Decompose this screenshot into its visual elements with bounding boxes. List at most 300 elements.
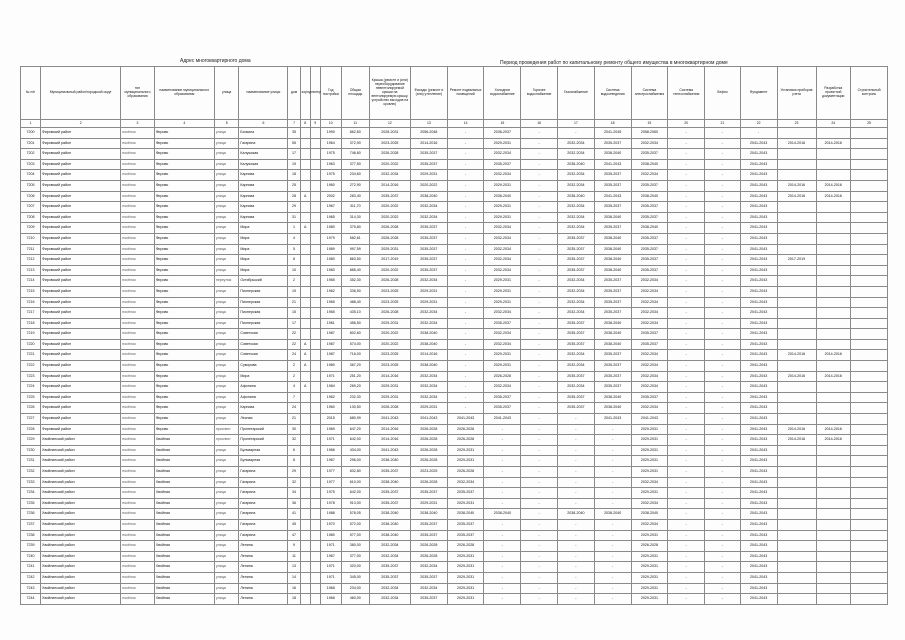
table-cell	[300, 308, 310, 319]
table-cell: Фирово	[154, 128, 214, 139]
table-cell: 2035-2037	[410, 488, 447, 499]
table-cell: 7215	[21, 286, 41, 297]
table-cell: 31	[288, 212, 300, 223]
table-cell: -	[521, 329, 558, 340]
table-cell: 2035-2037	[558, 318, 595, 329]
table-cell: -	[705, 244, 741, 255]
table-row	[21, 414, 888, 425]
table-row	[21, 223, 888, 234]
table-cell: -	[594, 488, 631, 499]
table-cell	[777, 202, 816, 213]
table-cell	[310, 551, 320, 562]
table-cell: 2032-2034	[369, 551, 410, 562]
column-number-3: 3	[121, 120, 154, 128]
table-cell: 16	[288, 583, 300, 594]
table-cell: 1979	[320, 233, 341, 244]
table-cell: 2038-2040	[594, 244, 631, 255]
table-cell: 7205	[21, 180, 41, 191]
column-number-19: 19	[631, 120, 668, 128]
table-cell: -	[558, 467, 595, 478]
table-cell: 716,00	[341, 350, 369, 361]
table-cell: -	[521, 308, 558, 319]
table-cell: 5	[288, 244, 300, 255]
table-cell: 2035-2037	[594, 361, 631, 372]
table-cell: 2029-2031	[484, 138, 521, 149]
table-cell	[777, 541, 816, 552]
table-cell: Фирово	[154, 297, 214, 308]
table-cell: -	[668, 488, 705, 499]
column-header-8: корпус	[300, 67, 310, 120]
table-cell: 2035-2037	[631, 255, 668, 266]
table-cell: 2041-2043	[740, 212, 777, 223]
table-cell: 2041-2043	[740, 488, 777, 499]
table-cell: Хвойная	[154, 583, 214, 594]
table-cell: 2035-2037	[631, 329, 668, 340]
table-cell: Фирово	[154, 424, 214, 435]
table-cell: 2041-2043	[740, 202, 777, 213]
table-cell	[300, 509, 310, 520]
table-cell: 1964	[320, 138, 341, 149]
table-cell: 2026-2028	[369, 276, 410, 287]
table-cell: 488,40	[341, 297, 369, 308]
table-cell	[310, 329, 320, 340]
table-cell	[816, 318, 851, 329]
table-cell: -	[521, 297, 558, 308]
column-number-4: 4	[154, 120, 214, 128]
table-cell	[310, 594, 320, 605]
table-cell: -	[447, 276, 484, 287]
table-cell: 2041-2043	[740, 180, 777, 191]
table-cell: улица	[214, 339, 239, 350]
table-cell: улица	[214, 371, 239, 382]
table-cell: 2038-2040	[410, 191, 447, 202]
table-cell: -	[484, 477, 521, 488]
table-cell	[851, 467, 888, 478]
table-cell: 55	[288, 138, 300, 149]
table-cell	[300, 594, 310, 605]
table-cell: -	[521, 456, 558, 467]
table-cell: -	[668, 308, 705, 319]
table-cell: Фировский район	[41, 414, 121, 425]
table-cell: 2032-2034	[631, 308, 668, 319]
table-cell: -	[521, 276, 558, 287]
table-cell	[816, 265, 851, 276]
table-cell: Хвойная	[154, 530, 214, 541]
table-cell: 2041-2043	[740, 138, 777, 149]
table-cell: 2038-2040	[369, 456, 410, 467]
table-cell: Советская	[239, 350, 288, 361]
table-cell: Гагарина	[239, 509, 288, 520]
table-cell: улица	[214, 159, 239, 170]
table-cell: улица	[214, 361, 239, 372]
table-cell: Хвойнинский район	[41, 541, 121, 552]
table-cell: -	[705, 286, 741, 297]
table-cell: Карпова	[239, 212, 288, 223]
table-cell: 2029-2031	[631, 467, 668, 478]
table-cell	[851, 170, 888, 181]
table-cell: 47	[288, 530, 300, 541]
table-cell	[816, 297, 851, 308]
table-cell	[300, 329, 310, 340]
table-cell: улица	[214, 572, 239, 583]
table-cell: 2041-2043	[740, 467, 777, 478]
table-cell: улица	[214, 318, 239, 329]
table-cell: -	[558, 519, 595, 530]
table-cell: 2014-2016	[369, 424, 410, 435]
table-row	[21, 467, 888, 478]
table-cell: 1987	[320, 329, 341, 340]
table-cell: улица	[214, 456, 239, 467]
table-cell: -	[447, 265, 484, 276]
table-cell: -	[668, 382, 705, 393]
table-cell: 34	[288, 488, 300, 499]
table-row	[21, 202, 888, 213]
table-cell	[310, 286, 320, 297]
table-cell: 2041-2043	[410, 414, 447, 425]
table-cell	[310, 541, 320, 552]
table-cell: 30	[288, 424, 300, 435]
table-cell: посёлок	[121, 128, 154, 139]
table-cell: -	[447, 329, 484, 340]
table-cell: 610,00	[341, 477, 369, 488]
table-cell: 28	[288, 191, 300, 202]
table-cell: 2041-2045	[594, 128, 631, 139]
table-cell: 2020-2022	[369, 159, 410, 170]
table-cell: 2035-2037	[369, 191, 410, 202]
table-cell: -	[447, 403, 484, 414]
table-cell: -	[668, 583, 705, 594]
table-cell: 2014-2016	[816, 350, 851, 361]
table-cell: -	[705, 435, 741, 446]
table-cell: 2035-2037	[410, 572, 447, 583]
table-cell: 2014-2016	[369, 180, 410, 191]
table-cell: 578,05	[341, 509, 369, 520]
table-cell: 2032-2034	[484, 223, 521, 234]
table-cell: Фировский район	[41, 318, 121, 329]
column-header-17: Газоснабжение	[558, 67, 595, 120]
table-cell: 2026-2028	[447, 435, 484, 446]
table-cell: -	[521, 361, 558, 372]
table-cell: посёлок	[121, 424, 154, 435]
table-cell: 2032-2034	[558, 350, 595, 361]
table-cell: 2035-2037	[594, 223, 631, 234]
table-row	[21, 594, 888, 605]
column-header-5: улица	[214, 67, 239, 120]
table-cell: -	[521, 594, 558, 605]
table-row	[21, 477, 888, 488]
table-cell: 2041-2043	[740, 445, 777, 456]
table-cell: 7237	[21, 519, 41, 530]
table-cell: 1970	[320, 519, 341, 530]
table-cell	[777, 223, 816, 234]
table-cell: 2032-2034	[484, 149, 521, 160]
table-cell	[310, 244, 320, 255]
table-cell	[777, 572, 816, 583]
table-cell: -	[447, 371, 484, 382]
table-cell: 7226	[21, 403, 41, 414]
table-cell: 2041-2043	[369, 414, 410, 425]
table-cell	[300, 212, 310, 223]
table-cell	[851, 477, 888, 488]
table-cell: 2029-2031	[631, 530, 668, 541]
table-cell: 2023-2025	[369, 361, 410, 372]
table-cell: Ленина	[239, 583, 288, 594]
table-cell: -	[484, 519, 521, 530]
table-cell: 1960	[320, 403, 341, 414]
table-cell: 2035-2037	[594, 308, 631, 319]
table-cell: -	[668, 244, 705, 255]
table-cell: 7227	[21, 414, 41, 425]
column-number-16: 16	[521, 120, 558, 128]
table-row	[21, 159, 888, 170]
table-cell	[851, 498, 888, 509]
table-cell: 435,10	[341, 308, 369, 319]
table-cell: 7242	[21, 572, 41, 583]
table-cell: улица	[214, 223, 239, 234]
table-cell: 2035-2037	[631, 202, 668, 213]
table-cell: Карпова	[239, 170, 288, 181]
table-cell: 7241	[21, 562, 41, 573]
table-cell: 2026-2028	[410, 456, 447, 467]
table-cell: 1987	[320, 339, 341, 350]
table-cell: 2041-2043	[740, 318, 777, 329]
table-cell: -	[594, 445, 631, 456]
table-cell: 2038-2040	[558, 159, 595, 170]
table-cell: 582,61	[341, 233, 369, 244]
table-cell: Пролетарский	[239, 435, 288, 446]
table-cell: 2017-2019	[369, 255, 410, 266]
table-cell: -	[705, 308, 741, 319]
table-row	[21, 488, 888, 499]
table-cell: -	[705, 583, 741, 594]
table-cell: 2035-2037	[631, 339, 668, 350]
table-cell: -	[668, 562, 705, 573]
table-cell	[816, 361, 851, 372]
table-cell: 2026-2028	[410, 541, 447, 552]
table-cell	[816, 403, 851, 414]
column-header-19: Система электроснабжения	[631, 67, 668, 120]
table-cell: 2038-2040	[631, 159, 668, 170]
table-cell: -	[594, 583, 631, 594]
table-cell: 574,00	[341, 339, 369, 350]
table-cell: улица	[214, 329, 239, 340]
table-cell: -	[740, 128, 777, 139]
table-cell: -	[705, 551, 741, 562]
table-cell: 2035-2037	[558, 329, 595, 340]
table-cell: посёлок	[121, 509, 154, 520]
table-cell: 642,00	[341, 435, 369, 446]
column-header-12: Крыша (ремонт и (или) переоборудование невентилируемой крыши на вентилируемую крышу, устройство выходов на кровлю)	[369, 67, 410, 120]
table-cell: 2035-2037	[484, 159, 521, 170]
table-cell: 7202	[21, 149, 41, 160]
table-cell: 10	[288, 265, 300, 276]
table-cell: улица	[214, 255, 239, 266]
table-cell: посёлок	[121, 159, 154, 170]
table-cell	[777, 456, 816, 467]
table-cell: 2032-2034	[410, 276, 447, 287]
table-cell: -	[447, 202, 484, 213]
table-cell: -	[521, 414, 558, 425]
table-cell: 2032-2034	[558, 180, 595, 191]
table-cell: -	[447, 350, 484, 361]
table-cell: улица	[214, 297, 239, 308]
table-cell: 434,00	[341, 445, 369, 456]
table-cell	[816, 159, 851, 170]
table-cell: 2026-2028	[410, 551, 447, 562]
table-cell: Гагарина	[239, 138, 288, 149]
table-cell: 2026-2028	[369, 233, 410, 244]
table-cell: 2032-2034	[558, 286, 595, 297]
table-cell: 1984	[320, 382, 341, 393]
table-cell: Хвойная	[154, 594, 214, 605]
table-cell: Фировский район	[41, 138, 121, 149]
table-cell	[777, 170, 816, 181]
table-cell: 320,00	[341, 562, 369, 573]
table-cell	[851, 138, 888, 149]
table-cell: 2029-2031	[369, 392, 410, 403]
table-cell	[816, 583, 851, 594]
table-cell: Хвойнинский район	[41, 572, 121, 583]
table-cell: посёлок	[121, 297, 154, 308]
table-cell: 2029-2031	[447, 456, 484, 467]
table-cell: 2041-2043	[740, 382, 777, 393]
table-cell: 15	[288, 308, 300, 319]
table-cell: -	[705, 128, 741, 139]
table-cell	[816, 509, 851, 520]
table-cell: 7216	[21, 297, 41, 308]
table-cell	[816, 308, 851, 319]
table-cell: Хвойная	[154, 562, 214, 573]
table-cell: 2035-2037	[369, 467, 410, 478]
table-cell: 2041-2043	[740, 392, 777, 403]
table-cell: посёлок	[121, 276, 154, 287]
table-cell: 2028-2031	[369, 128, 410, 139]
table-cell: -	[521, 583, 558, 594]
table-cell	[777, 276, 816, 287]
table-cell: -	[705, 477, 741, 488]
table-cell: 2032-2034	[631, 297, 668, 308]
table-cell: 2029-2031	[447, 551, 484, 562]
table-cell: 2029-2031	[447, 498, 484, 509]
column-header-22: Фундамент	[740, 67, 777, 120]
table-cell: 2035-2037	[558, 339, 595, 350]
table-row	[21, 371, 888, 382]
table-cell	[816, 414, 851, 425]
table-cell	[816, 202, 851, 213]
table-cell: Фировский район	[41, 202, 121, 213]
table-cell: -	[705, 223, 741, 234]
table-cell: 2041-2043	[594, 414, 631, 425]
table-row	[21, 572, 888, 583]
table-cell: Мира	[239, 233, 288, 244]
table-cell: 2029-2031	[631, 435, 668, 446]
table-cell: -	[668, 212, 705, 223]
table-cell: переулок	[214, 276, 239, 287]
table-cell: Фирово	[154, 286, 214, 297]
table-cell: 577,00	[341, 530, 369, 541]
table-cell: -	[558, 541, 595, 552]
table-row	[21, 403, 888, 414]
table-cell: -	[447, 159, 484, 170]
table-cell: 2029-2031	[631, 456, 668, 467]
table-cell: Фировский район	[41, 392, 121, 403]
table-cell: -	[705, 361, 741, 372]
column-number-21: 21	[705, 120, 741, 128]
table-cell: 17	[288, 149, 300, 160]
table-cell: Фирово	[154, 244, 214, 255]
table-cell	[851, 202, 888, 213]
table-cell: 2041-2043	[740, 456, 777, 467]
table-cell: 2041-2043	[594, 159, 631, 170]
table-cell: Мира	[239, 265, 288, 276]
table-cell: улица	[214, 414, 239, 425]
table-cell	[300, 255, 310, 266]
table-cell: 2023-2025	[410, 467, 447, 478]
table-cell: Суворова	[239, 361, 288, 372]
table-cell: -	[521, 572, 558, 583]
table-cell: Хвойная	[154, 551, 214, 562]
table-cell: 7228	[21, 424, 41, 435]
table-cell: -	[705, 424, 741, 435]
table-cell: 2041-2043	[740, 541, 777, 552]
table-row	[21, 456, 888, 467]
table-cell: -	[558, 530, 595, 541]
table-cell: 862,60	[341, 128, 369, 139]
table-cell: 2038-2040	[594, 392, 631, 403]
table-cell: 232,30	[341, 392, 369, 403]
table-cell: 2029-2031	[447, 594, 484, 605]
table-cell	[310, 276, 320, 287]
table-cell: Хвойнинский район	[41, 551, 121, 562]
table-cell: 2026-2028	[410, 477, 447, 488]
table-cell: 2	[288, 361, 300, 372]
table-cell	[816, 541, 851, 552]
table-cell: 1987	[320, 350, 341, 361]
table-cell	[310, 308, 320, 319]
table-cell: -	[521, 551, 558, 562]
table-cell	[777, 308, 816, 319]
table-cell: 2032-2034	[410, 392, 447, 403]
table-cell: -	[705, 456, 741, 467]
table-cell: -	[705, 488, 741, 499]
table-cell: 2035-2037	[410, 223, 447, 234]
table-cell: 1965	[320, 297, 341, 308]
table-cell	[310, 572, 320, 583]
table-cell: Хвойная	[154, 572, 214, 583]
table-cell: 2023-2025	[369, 350, 410, 361]
table-cell: 2032-2034	[631, 382, 668, 393]
table-cell: 2032-2034	[410, 308, 447, 319]
table-cell: проспект	[214, 424, 239, 435]
table-cell: посёлок	[121, 244, 154, 255]
table-cell: 2032-2034	[631, 170, 668, 181]
table-cell: 1962	[320, 392, 341, 403]
table-cell: Фировский район	[41, 233, 121, 244]
table-cell	[777, 297, 816, 308]
table-cell: Бульварная	[239, 445, 288, 456]
table-cell: 7206	[21, 191, 41, 202]
table-cell: 2014-2016	[816, 191, 851, 202]
table-cell: -	[668, 467, 705, 478]
table-cell: -	[594, 519, 631, 530]
table-cell: 997,59	[341, 244, 369, 255]
table-cell	[777, 159, 816, 170]
column-number-12: 12	[369, 120, 410, 128]
table-cell: 2026-2028	[369, 149, 410, 160]
table-cell: Фирово	[154, 371, 214, 382]
table-cell: 1980	[320, 530, 341, 541]
table-cell: посёлок	[121, 414, 154, 425]
